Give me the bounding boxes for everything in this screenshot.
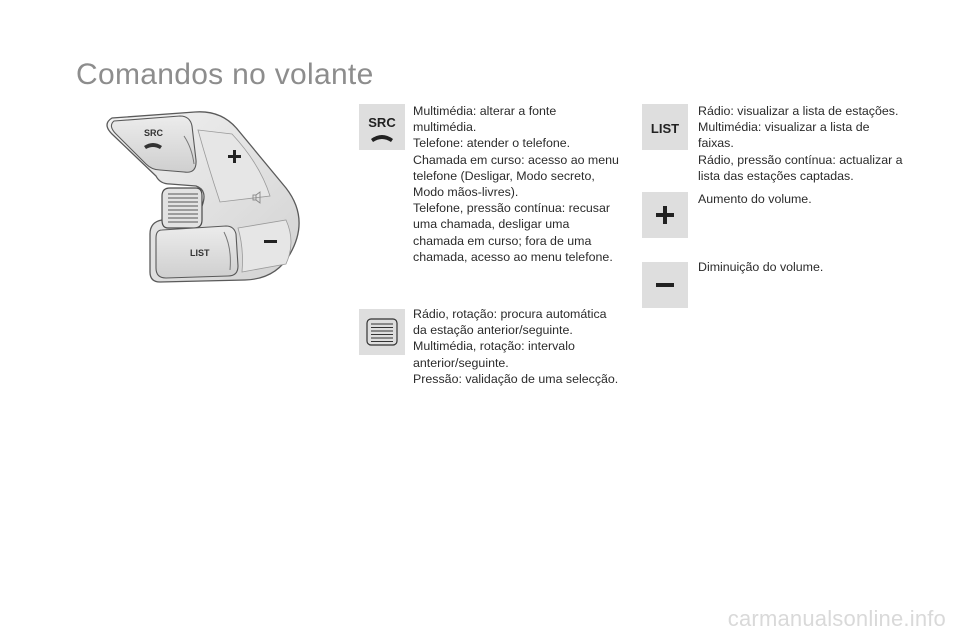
watermark: carmanualsonline.info	[727, 606, 946, 631]
volume-down-icon	[642, 262, 688, 308]
wheel-src-label: SRC	[144, 128, 164, 138]
src-icon-label: SRC	[368, 115, 396, 130]
volume-up-description: Aumento do volume.	[698, 192, 812, 206]
wheel-minus-symbol	[264, 240, 277, 243]
volume-up-icon	[642, 192, 688, 238]
src-description: Multimédia: alterar a fonte multimédia. Telefone: atender o telefone. Chamada em curso: acesso ao menu telefone (Desligar, Modo secreto, Modo mãos-livres). Telefone, pressão contínua: recusar uma chamada, desligar uma chamada em curso; fora de uma chamada, acesso ao menu telefone.	[413, 104, 619, 264]
thumbwheel-icon	[359, 309, 405, 355]
volume-down-description: Diminuição do volume.	[698, 260, 824, 274]
thumbwheel-description: Rádio, rotação: procura automática da estação anterior/seguinte. Multimédia, rotação: intervalo anterior/seguinte. Pressão: validação de uma selecção.	[413, 307, 619, 386]
src-button-icon	[359, 104, 405, 150]
list-icon-label: LIST	[650, 121, 680, 136]
list-description: Rádio: visualizar a lista de estações. Multimédia: visualizar a lista de faixas. Rádio, pressão contínua: actualizar a lista das estações captadas.	[698, 104, 903, 183]
wheel-thumbwheel	[162, 188, 202, 228]
wheel-list-label: LIST	[190, 248, 210, 258]
list-button-icon	[642, 104, 688, 150]
page-title: Comandos no volante	[76, 58, 374, 91]
phone-icon	[371, 135, 393, 142]
steering-wheel-controls-illustration	[100, 104, 310, 286]
